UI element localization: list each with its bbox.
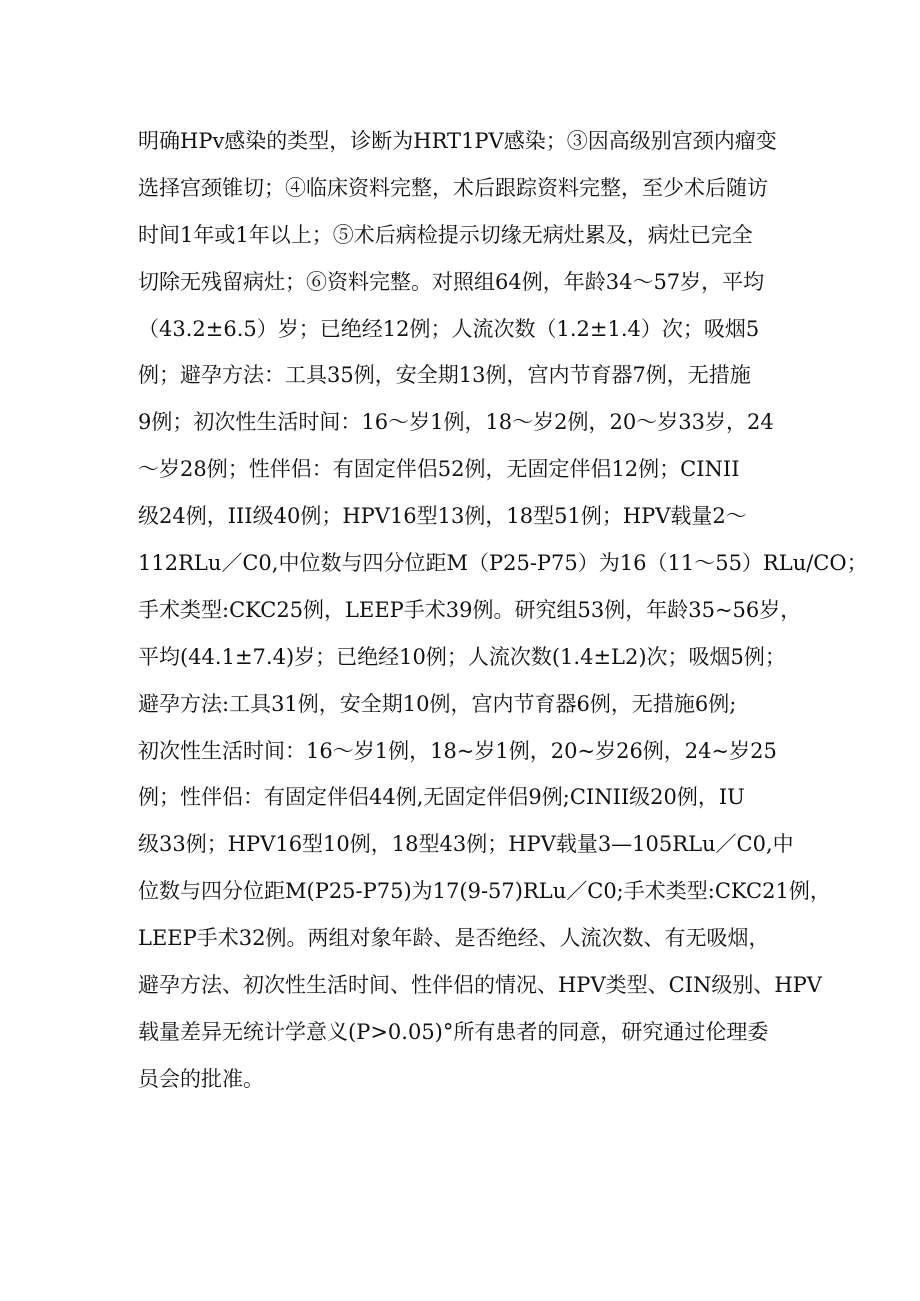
text-line-4: 切除无残留病灶；⑥资料完整。对照组64例，年龄34～57岁，平均 (138, 269, 765, 294)
text-line-7: 9例；初次性生活时间：16～岁1例，18～岁2例，20～岁33岁，24 (138, 410, 774, 435)
text-line-14: 初次性生活时间：16～岁1例，18~岁1例，20~岁26例，24~岁25 (138, 738, 777, 763)
text-line-15: 例；性伴侣：有固定伴侣44例,无固定伴侣9例;CINII级20例，IU (138, 785, 745, 810)
text-line-16: 级33例；HPV16型10例，18型43例；HPV载量3—105RLu／C0,中 (138, 832, 794, 857)
text-line-5: （43.2±6.5）岁；已绝经12例；人流次数（1.2±1.4）次；吸烟5 (138, 316, 760, 341)
text-line-9: 级24例，III级40例；HPV16型13例，18型51例；HPV载量2～ (138, 504, 747, 529)
text-line-2: 选择宫颈锥切；④临床资料完整，术后跟踪资料完整，至少术后随访 (138, 175, 768, 200)
text-line-20: 载量差异无统计学意义(P>0.05)°所有患者的同意，研究通过伦理委 (138, 1019, 769, 1044)
text-line-11: 手术类型:CKC25例，LEEP手术39例。研究组53例，年龄35~56岁， (138, 597, 802, 622)
text-line-3: 时间1年或1年以上；⑤术后病检提示切缘无病灶累及，病灶已完全 (138, 222, 753, 247)
body-paragraph (138, 118, 868, 1103)
text-line-12: 平均(44.1±7.4)岁；已绝经10例；人流次数(1.4±L2)次；吸烟5例； (138, 644, 786, 669)
text-line-17: 位数与四分位距M(P25-P75)为17(9-57)RLu／C0;手术类型:CKC21例， (138, 879, 831, 904)
text-line-8: ～岁28例；性伴侣：有固定伴侣52例，无固定伴侣12例；CINII (138, 457, 740, 482)
text-line-6: 例；避孕方法：工具35例，安全期13例，宫内节育器7例，无措施 (138, 363, 751, 388)
text-line-13: 避孕方法:工具31例，安全期10例，宫内节育器6例，无措施6例; (138, 691, 737, 716)
text-line-1: 明确HPv感染的类型，诊断为HRT1PV感染；③因高级别宫颈内瘤变 (138, 129, 777, 153)
text-line-10: 112RLu／C0,中位数与四分位距M（P25-P75）为16（11～55）RLu/CO； (138, 551, 868, 576)
text-line-18: LEEP手术32例。两组对象年龄、是否绝经、人流次数、有无吸烟， (138, 926, 770, 951)
text-line-21: 员会的批准。 (138, 1066, 264, 1091)
text-line-19: 避孕方法、初次性生活时间、性伴侣的情况、HPV类型、CIN级别、HPV (138, 973, 822, 998)
